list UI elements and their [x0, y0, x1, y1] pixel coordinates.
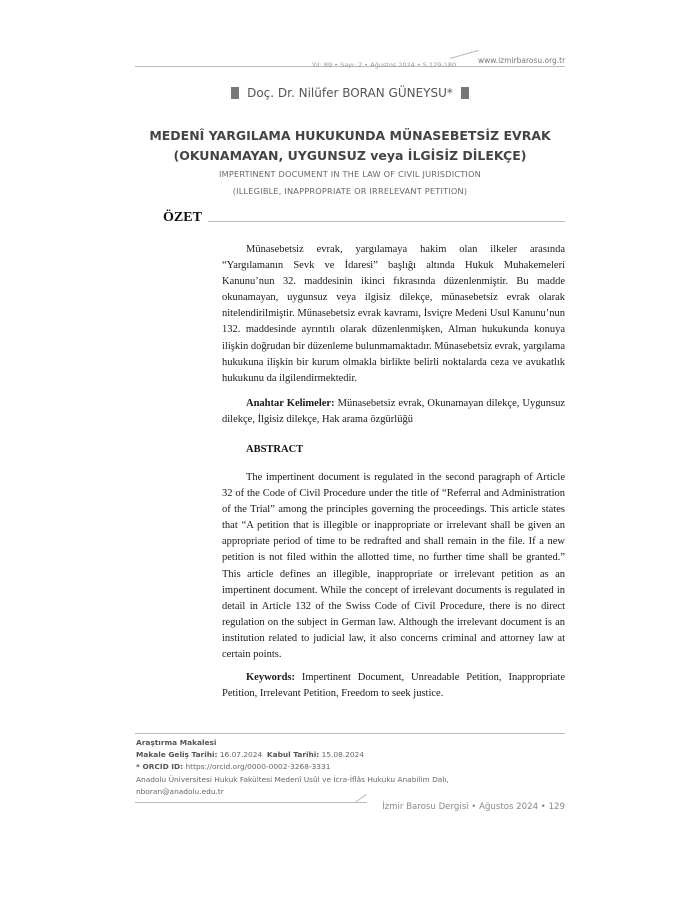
- footer-bottom-rule: [135, 802, 367, 803]
- ozet-heading: ÖZET: [163, 210, 202, 225]
- right-square-ornament: [461, 87, 469, 99]
- author-name: Doç. Dr. Nilüfer BORAN GÜNEYSU*: [247, 86, 453, 100]
- journal-footer: İzmir Barosu Dergisi • Ağustos 2024 • 129: [382, 802, 565, 812]
- site-url: www.izmirbarosu.org.tr: [478, 56, 566, 65]
- keywords-tr-text: Münasebetsiz evrak, Okunamayan dilekçe, Uygunsuz dilekçe, İlgisiz dilekçe, Hak arama özgürlüğü: [222, 398, 565, 426]
- title-en-line2: (ILLEGIBLE, INAPPROPRIATE OR IRRELEVANT PETITION): [232, 186, 468, 196]
- keywords-english: [222, 670, 565, 702]
- title-tr-line2: (OKUNAMAYAN, UYGUNSUZ veya İLGİSİZ DİLEKÇE): [173, 148, 527, 163]
- orcid-label: * ORCID ID:: [136, 762, 184, 772]
- keywords-en-text: Impertinent Document, Unreadable Petition, Inappropriate Petition, Irrelevant Petition, Freedom to seek justice.: [222, 672, 565, 700]
- orcid-link[interactable]: https://orcid.org/0000-0002-3268-3331: [185, 762, 331, 772]
- keywords-tr-label: Anahtar Kelimeler:: [246, 398, 335, 409]
- footer-rule: [135, 733, 565, 734]
- title-en-line1: IMPERTINENT DOCUMENT IN THE LAW OF CIVIL JURISDICTION: [218, 169, 482, 179]
- ozet-body: [222, 242, 565, 387]
- issue-info: Yıl: 89 • Sayı: 2 • Ağustos 2024 • S.129-180: [312, 61, 457, 69]
- author-line: [0, 86, 700, 100]
- received-label: Makale Geliş Tarihi:: [136, 750, 218, 760]
- keywords-turkish: [222, 396, 565, 428]
- author-email[interactable]: nboran@anadolu.edu.tr: [136, 786, 224, 796]
- accepted-label: Kabul Tarihi:: [266, 750, 320, 760]
- title-english: [0, 166, 700, 200]
- abstract-body: [222, 470, 565, 663]
- footer-info: [136, 737, 449, 798]
- article-type: Araştırma Makalesi: [136, 738, 217, 747]
- title-tr-line1: MEDENÎ YARGILAMA HUKUKUNDA MÜNASEBETSİZ EVRAK: [149, 128, 551, 143]
- keywords-en-label: Keywords:: [246, 672, 295, 683]
- received-date: 16.07.2024: [219, 750, 263, 760]
- ozet-paragraph: Münasebetsiz evrak, yargılamaya hakim olan ilkeler arasında “Yargılamanın Sevk ve İdaresi” başlığı altında Hukuk Muhakemeleri Kanunu’nun 32. maddesinin ikinci fıkrasında düzenlenmiştir. Bu madde okunamayan, uygunsuz veya ilgisiz dilekçe, münasebetsiz evrak olarak nitelendirilmiştir. Münasebetsiz evrak kavramı, İsviçre Medeni Usul Kanunu’nun 132. maddesinde ayrıntılı olarak düzenlenmişken, Alman hukukunda konuya ilişkin doğrudan bir düzenleme bulunmamaktadır. Münasebetsiz evrak, yargılama hukukuna ilişkin bir kurum olmakla birlikte belirli noktalarda ceza ve avukatlık hukukunu da ilgilendirmektedir.: [222, 244, 566, 384]
- ozet-rule: [208, 221, 565, 222]
- affiliation: Anadolu Üniversitesi Hukuk Fakültesi Medenî Usûl ve İcra-İflâs Hukuku Anabilim Dalı,: [136, 774, 449, 784]
- left-square-ornament: [231, 87, 239, 99]
- abstract-heading: ABSTRACT: [246, 444, 304, 455]
- header-rule-diagonal: [450, 50, 479, 59]
- title-turkish: [0, 126, 700, 166]
- accepted-date: 15.08.2024: [321, 750, 364, 760]
- abstract-paragraph: The impertinent document is regulated in the second paragraph of Article 32 of the Code of Civil Procedure under the title of “Referral and Administration of the Trial” among the principles governing the proceedings. This article states that “A petition that is illegible or inappropriate or irrelevant shall be given an appropriate period of time to be redrafted and shall remain in the file. If a new petition is not filed within the allotted time, no further time shall be granted.” This article defines an illegible, inappropriate or irrelevant petition as an impertinent document. While the concept of irrelevant documents is regulated in detail in Article 132 of the Swiss Code of Civil Procedure, there is no direct regulation on the subject in German law. Although the irrelevant document is an institution related to judicial law, it also concerns criminal and attorney law at certain points.: [222, 472, 565, 661]
